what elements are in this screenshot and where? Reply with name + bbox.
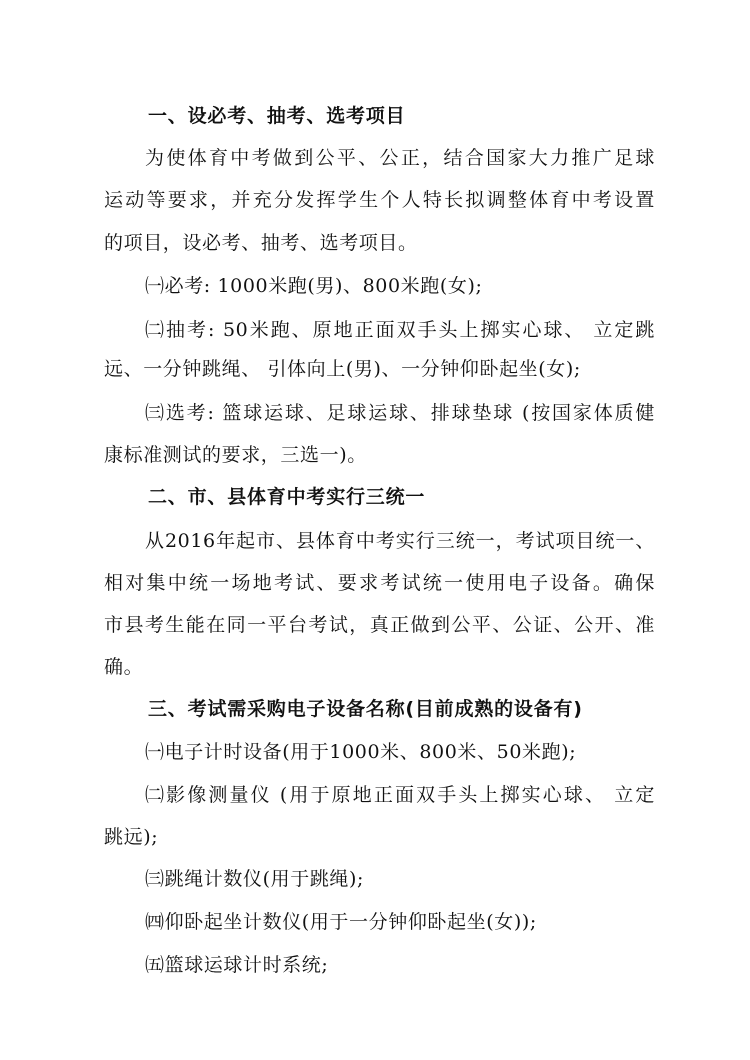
section3-item-5: ㈤篮球运球计时系统;	[145, 954, 329, 976]
section2-heading: 二、市、县体育中考实行三统一	[148, 486, 426, 508]
section1-item-optional-line-1: ㈢选考: 篮球运球、足球运球、排球垫球 (按国家体质健	[145, 402, 655, 424]
section1-item-random-line-1: ㈡抽考: 50米跑、原地正面双手头上掷实心球、 立定跳	[145, 319, 655, 341]
section3-item-3: ㈢跳绳计数仪(用于跳绳);	[145, 868, 365, 890]
section1-heading: 一、设必考、抽考、选考项目	[148, 105, 406, 127]
section3-item-2-line-1: ㈡影像测量仪 (用于原地正面双手头上掷实心球、 立定	[145, 784, 655, 806]
section3-item-2-line-2: 跳远);	[104, 826, 159, 848]
section1-item-optional-line-2: 康标准测试的要求，三选一)。	[104, 444, 367, 466]
section1-para-line-1: 为使体育中考做到公平、公正，结合国家大力推广足球	[145, 147, 655, 169]
section1-para-line-2: 运动等要求，并充分发挥学生个人特长拟调整体育中考设置	[104, 189, 655, 211]
section1-para-line-3: 的项目，设必考、抽考、选考项目。	[104, 232, 418, 254]
section3-heading: 三、考试需采购电子设备名称(目前成熟的设备有)	[148, 698, 583, 720]
section2-para-line-1: 从2016年起市、县体育中考实行三统一，考试项目统一、	[145, 530, 655, 552]
section1-item-random-line-2: 远、一分钟跳绳、 引体向上(男)、一分钟仰卧起坐(女);	[104, 358, 581, 380]
section2-para-line-3: 市县考生能在同一平台考试，真正做到公平、公证、公开、准	[104, 614, 655, 636]
section3-item-4: ㈣仰卧起坐计数仪(用于一分钟仰卧起坐(女));	[145, 911, 537, 933]
section3-item-1: ㈠电子计时设备(用于1000米、800米、50米跑);	[145, 741, 577, 763]
section2-para-line-4: 确。	[104, 656, 144, 678]
section1-item-required: ㈠必考: 1000米跑(男)、800米跑(女);	[145, 275, 483, 297]
section2-para-line-2: 相对集中统一场地考试、要求考试统一使用电子设备。确保	[104, 572, 655, 594]
